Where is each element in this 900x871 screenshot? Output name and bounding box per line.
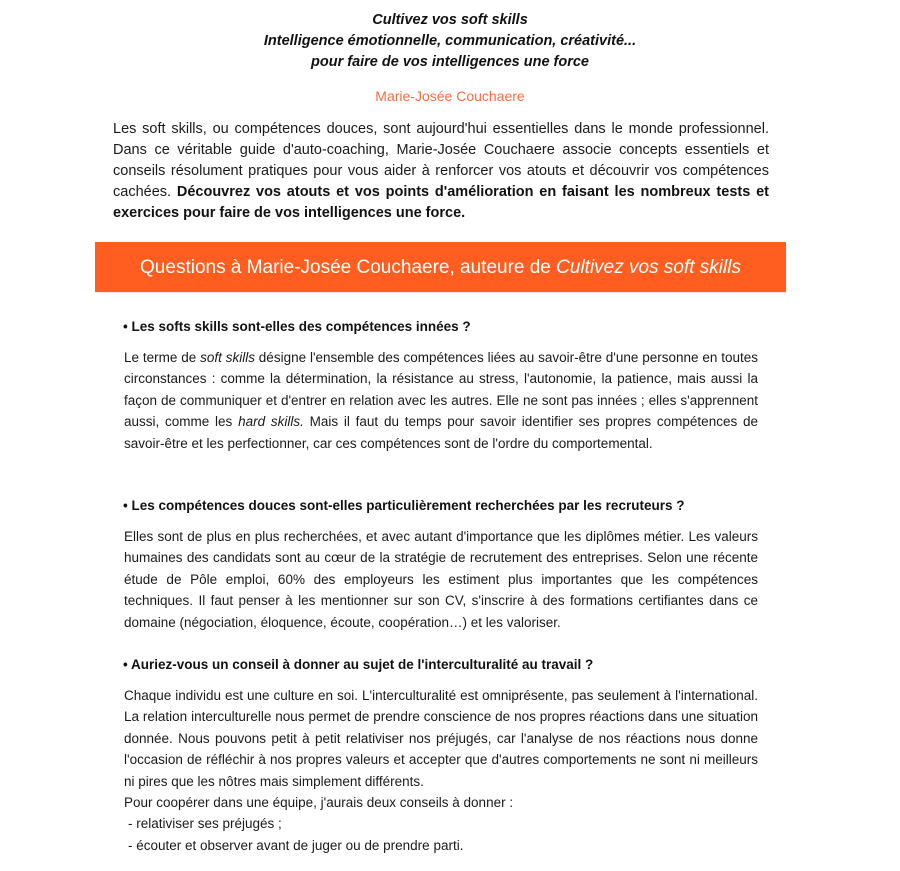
answer-1-text: désigne l'ensemble des compétences liées au savoir-être d'une personne en toutes circonstances : comme la détermination, la résistance au stress, l'autonomie, la patience, mais aussi la façon de communiquer et d'entrer en relation avec les autres. Elle ne sont pas innées ; elles s'apprennent aussi, comme les (124, 350, 758, 430)
book-subtitle-line-1: Intelligence émotionnelle, communication, créativité... (263, 33, 637, 49)
qa-section-2 (123, 497, 758, 633)
banner-book-title: Cultivez vos soft skills (556, 257, 741, 278)
qa-section-1 (123, 318, 758, 454)
advice-list-item: - relativiser ses préjugés ; (128, 816, 282, 832)
intro-paragraph (113, 119, 769, 224)
answer-1-italic-term: soft skills (200, 350, 255, 365)
intro-bold-text: Découvrez vos atouts et vos points d'amélioration en faisant les nombreux tests et exercices pour faire de vos intelligences une force. (113, 184, 769, 221)
answer-1-italic-term: hard skills. (238, 414, 304, 430)
book-subtitle-line-2: pour faire de vos intelligences une force (311, 54, 589, 70)
book-title-block (0, 10, 900, 73)
author-name: Marie-Josée Couchaere (375, 88, 525, 104)
advice-list-item: - écouter et observer avant de juger ou de prendre parti. (128, 837, 464, 853)
qa-section-3 (123, 656, 758, 856)
question-2: • Les compétences douces sont-elles particulièrement recherchées par les recruteurs ? (123, 498, 685, 513)
question-3: • Auriez-vous un conseil à donner au sujet de l'interculturalité au travail ? (123, 657, 594, 672)
interview-banner (95, 242, 786, 293)
answer-3: Chaque individu est une culture en soi. L'interculturalité est omniprésente, pas seulement à l'international. La relation interculturelle nous permet de prendre conscience de nos propres réactions dans une situation donnée. Nous pouvons petit à petit relativiser nos préjugés, car l'analyse de nos réactions nous donne l'occasion de réfléchir à nos propres valeurs et accepter que d'autres comportements ne sont ni meilleurs ni pires que les nôtres mais simplement différents. (124, 688, 758, 789)
advice-intro-line: Pour coopérer dans une équipe, j'aurais deux conseils à donner : (124, 795, 514, 811)
intro-text: Les soft skills, ou compétences douces, sont aujourd'hui essentielles dans le monde professionnel. Dans ce véritable guide d'auto-coaching, Marie-Josée Couchaere associe concepts essentiels et conseils résolument pratiques pour vous aider à renforcer vos atouts et découvrir vos compétences cachées. (113, 121, 769, 200)
answer-1-text: Le terme de (124, 350, 201, 365)
answer-2: Elles sont de plus en plus recherchées, et avec autant d'importance que les diplômes métier. Les valeurs humaines des candidats sont au cœur de la stratégie de recrutement des entreprises. Selon une récente étude de Pôle emploi, 60% des employeurs les estiment plus importantes que les compétences techniques. Il faut penser à les mentionner sur son CV, s'inscrire à des formations certifiantes dans ce domaine (négociation, éloquence, écoute, coopération…) et les valoriser. (124, 529, 758, 630)
answer-1-text: Mais il faut du temps pour savoir identifier ses propres compétences de savoir-être et les perfectionner, car ces compétences sont de l'ordre du comportemental. (124, 414, 758, 451)
book-title: Cultivez vos soft skills (372, 12, 528, 28)
banner-text: Questions à Marie-Josée Couchaere, auteure de (140, 257, 557, 278)
question-1: • Les softs skills sont-elles des compétences innées ? (123, 319, 471, 334)
answer-1 (123, 347, 758, 454)
